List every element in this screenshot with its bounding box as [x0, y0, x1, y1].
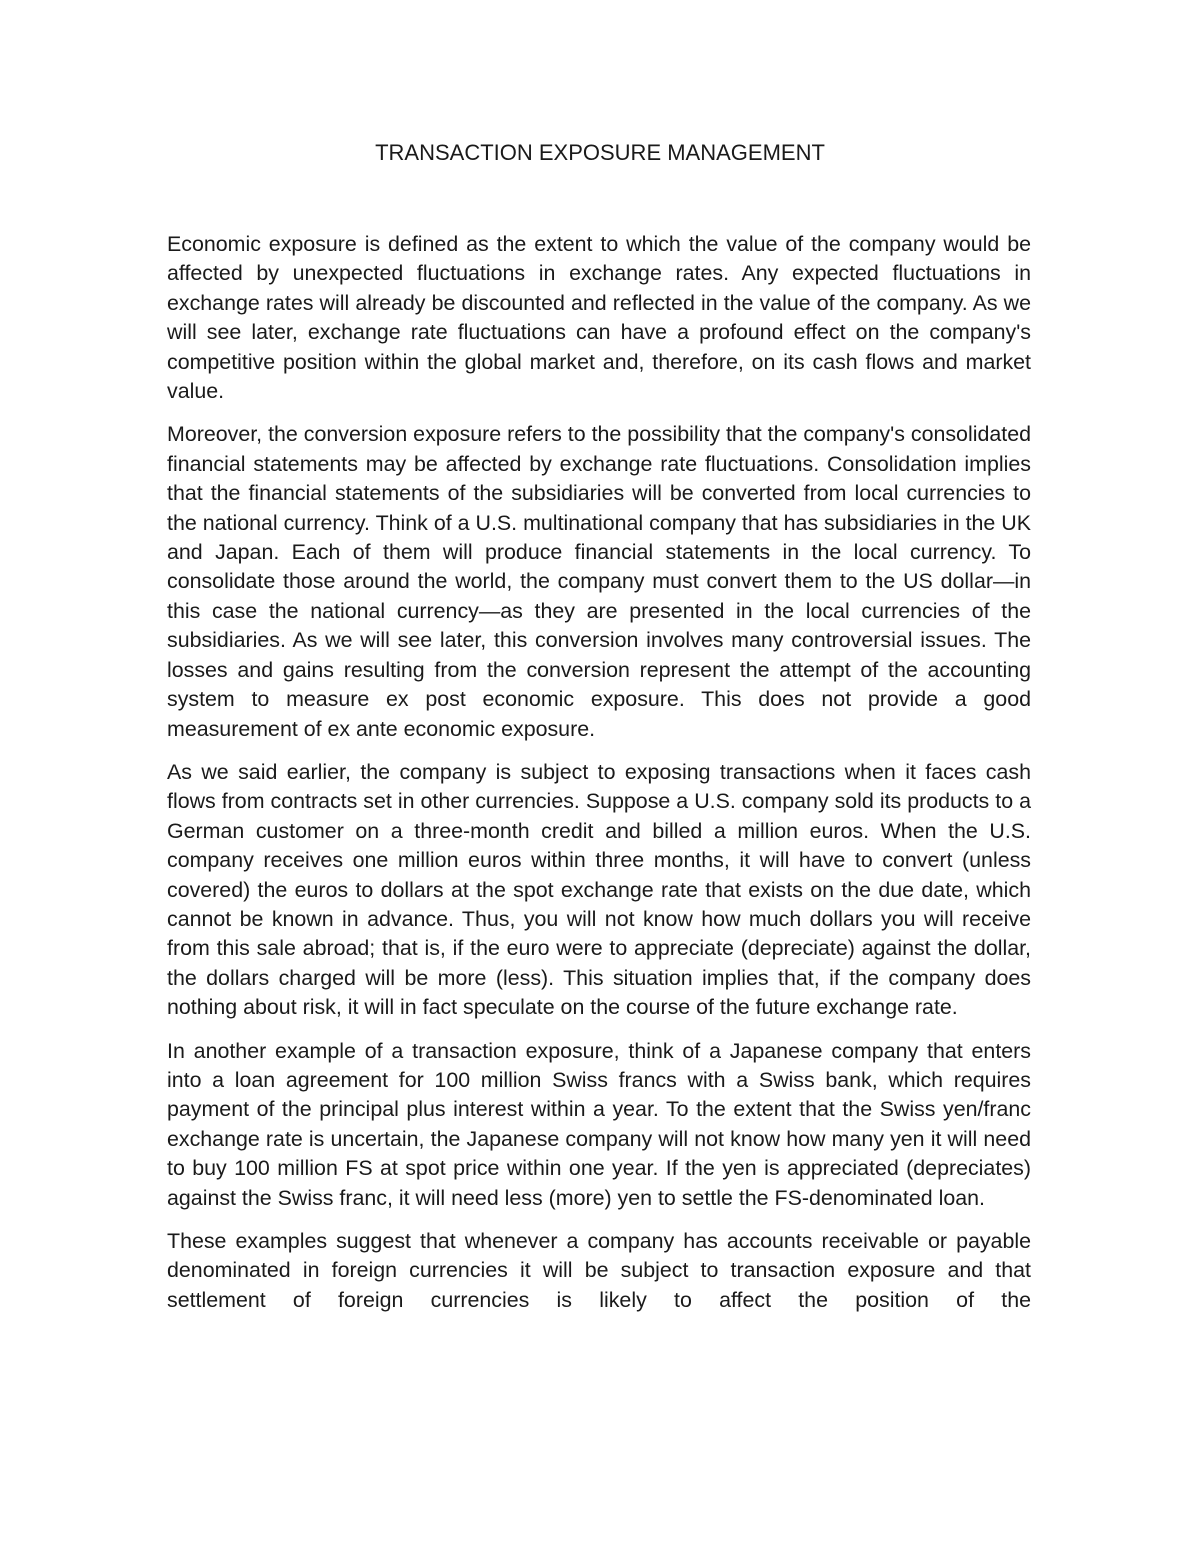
document-body — [167, 230, 1031, 1329]
paragraph-examples-summary: These examples suggest that whenever a company has accounts receivable or payable denominated in foreign currencies it will be subject to transaction exposure and that settlement of foreign currencies is likely to affect the position of the — [167, 1229, 1031, 1312]
paragraph-transaction-example-us: As we said earlier, the company is subject to exposing transactions when it faces cash flows from contracts set in other currencies. Suppose a U.S. company sold its products to a German customer on a three-month credit and billed a million euros. When the U.S. company receives one million euros within three months, it will have to convert (unless covered) the euros to dollars at the spot exchange rate that exists on the due date, which cannot be known in advance. Thus, you will not know how much dollars you will receive from this sale abroad; that is, if the euro were to appreciate (depreciate) against the dollar, the dollars charged will be more (less). This situation implies that, if the company does nothing about risk, it will in fact speculate on the course of the future exchange rate. — [167, 759, 1031, 1020]
paragraph-transaction-example-japan: In another example of a transaction exposure, think of a Japanese company that enters into a loan agreement for 100 million Swiss francs with a Swiss bank, which requires payment of the principal plus interest within a year. To the extent that the Swiss yen/franc exchange rate is uncertain, the Japanese company will not know how many yen it will need to buy 100 million FS at spot price within one year. If the yen is appreciated (depreciates) against the Swiss franc, it will need less (more) yen to settle the FS-denominated loan. — [167, 1038, 1031, 1210]
paragraph-conversion-exposure: Moreover, the conversion exposure refers to the possibility that the company's consolidated financial statements may be affected by exchange rate fluctuations. Consolidation implies that the financial statements of the subsidiaries will be converted from local currencies to the national currency. Think of a U.S. multinational company that has subsidiaries in the UK and Japan. Each of them will produce financial statements in the local currency. To consolidate those around the world, the company must convert them to the US dollar—in this case the national currency—as they are presented in the local currencies of the subsidiaries. As we will see later, this conversion involves many controversial issues. The losses and gains resulting from the conversion represent the attempt of the accounting system to measure ex post economic exposure. This does not provide a good measurement of ex ante economic exposure. — [167, 422, 1031, 741]
paragraph-economic-exposure: Economic exposure is defined as the extent to which the value of the company would be affected by unexpected fluctuations in exchange rates. Any expected fluctuations in exchange rates will already be discounted and reflected in the value of the company. As we will see later, exchange rate fluctuations can have a profound effect on the company's competitive position within the global market and, therefore, on its cash flows and market value. — [167, 232, 1031, 404]
document-title: TRANSACTION EXPOSURE MANAGEMENT — [375, 140, 825, 165]
